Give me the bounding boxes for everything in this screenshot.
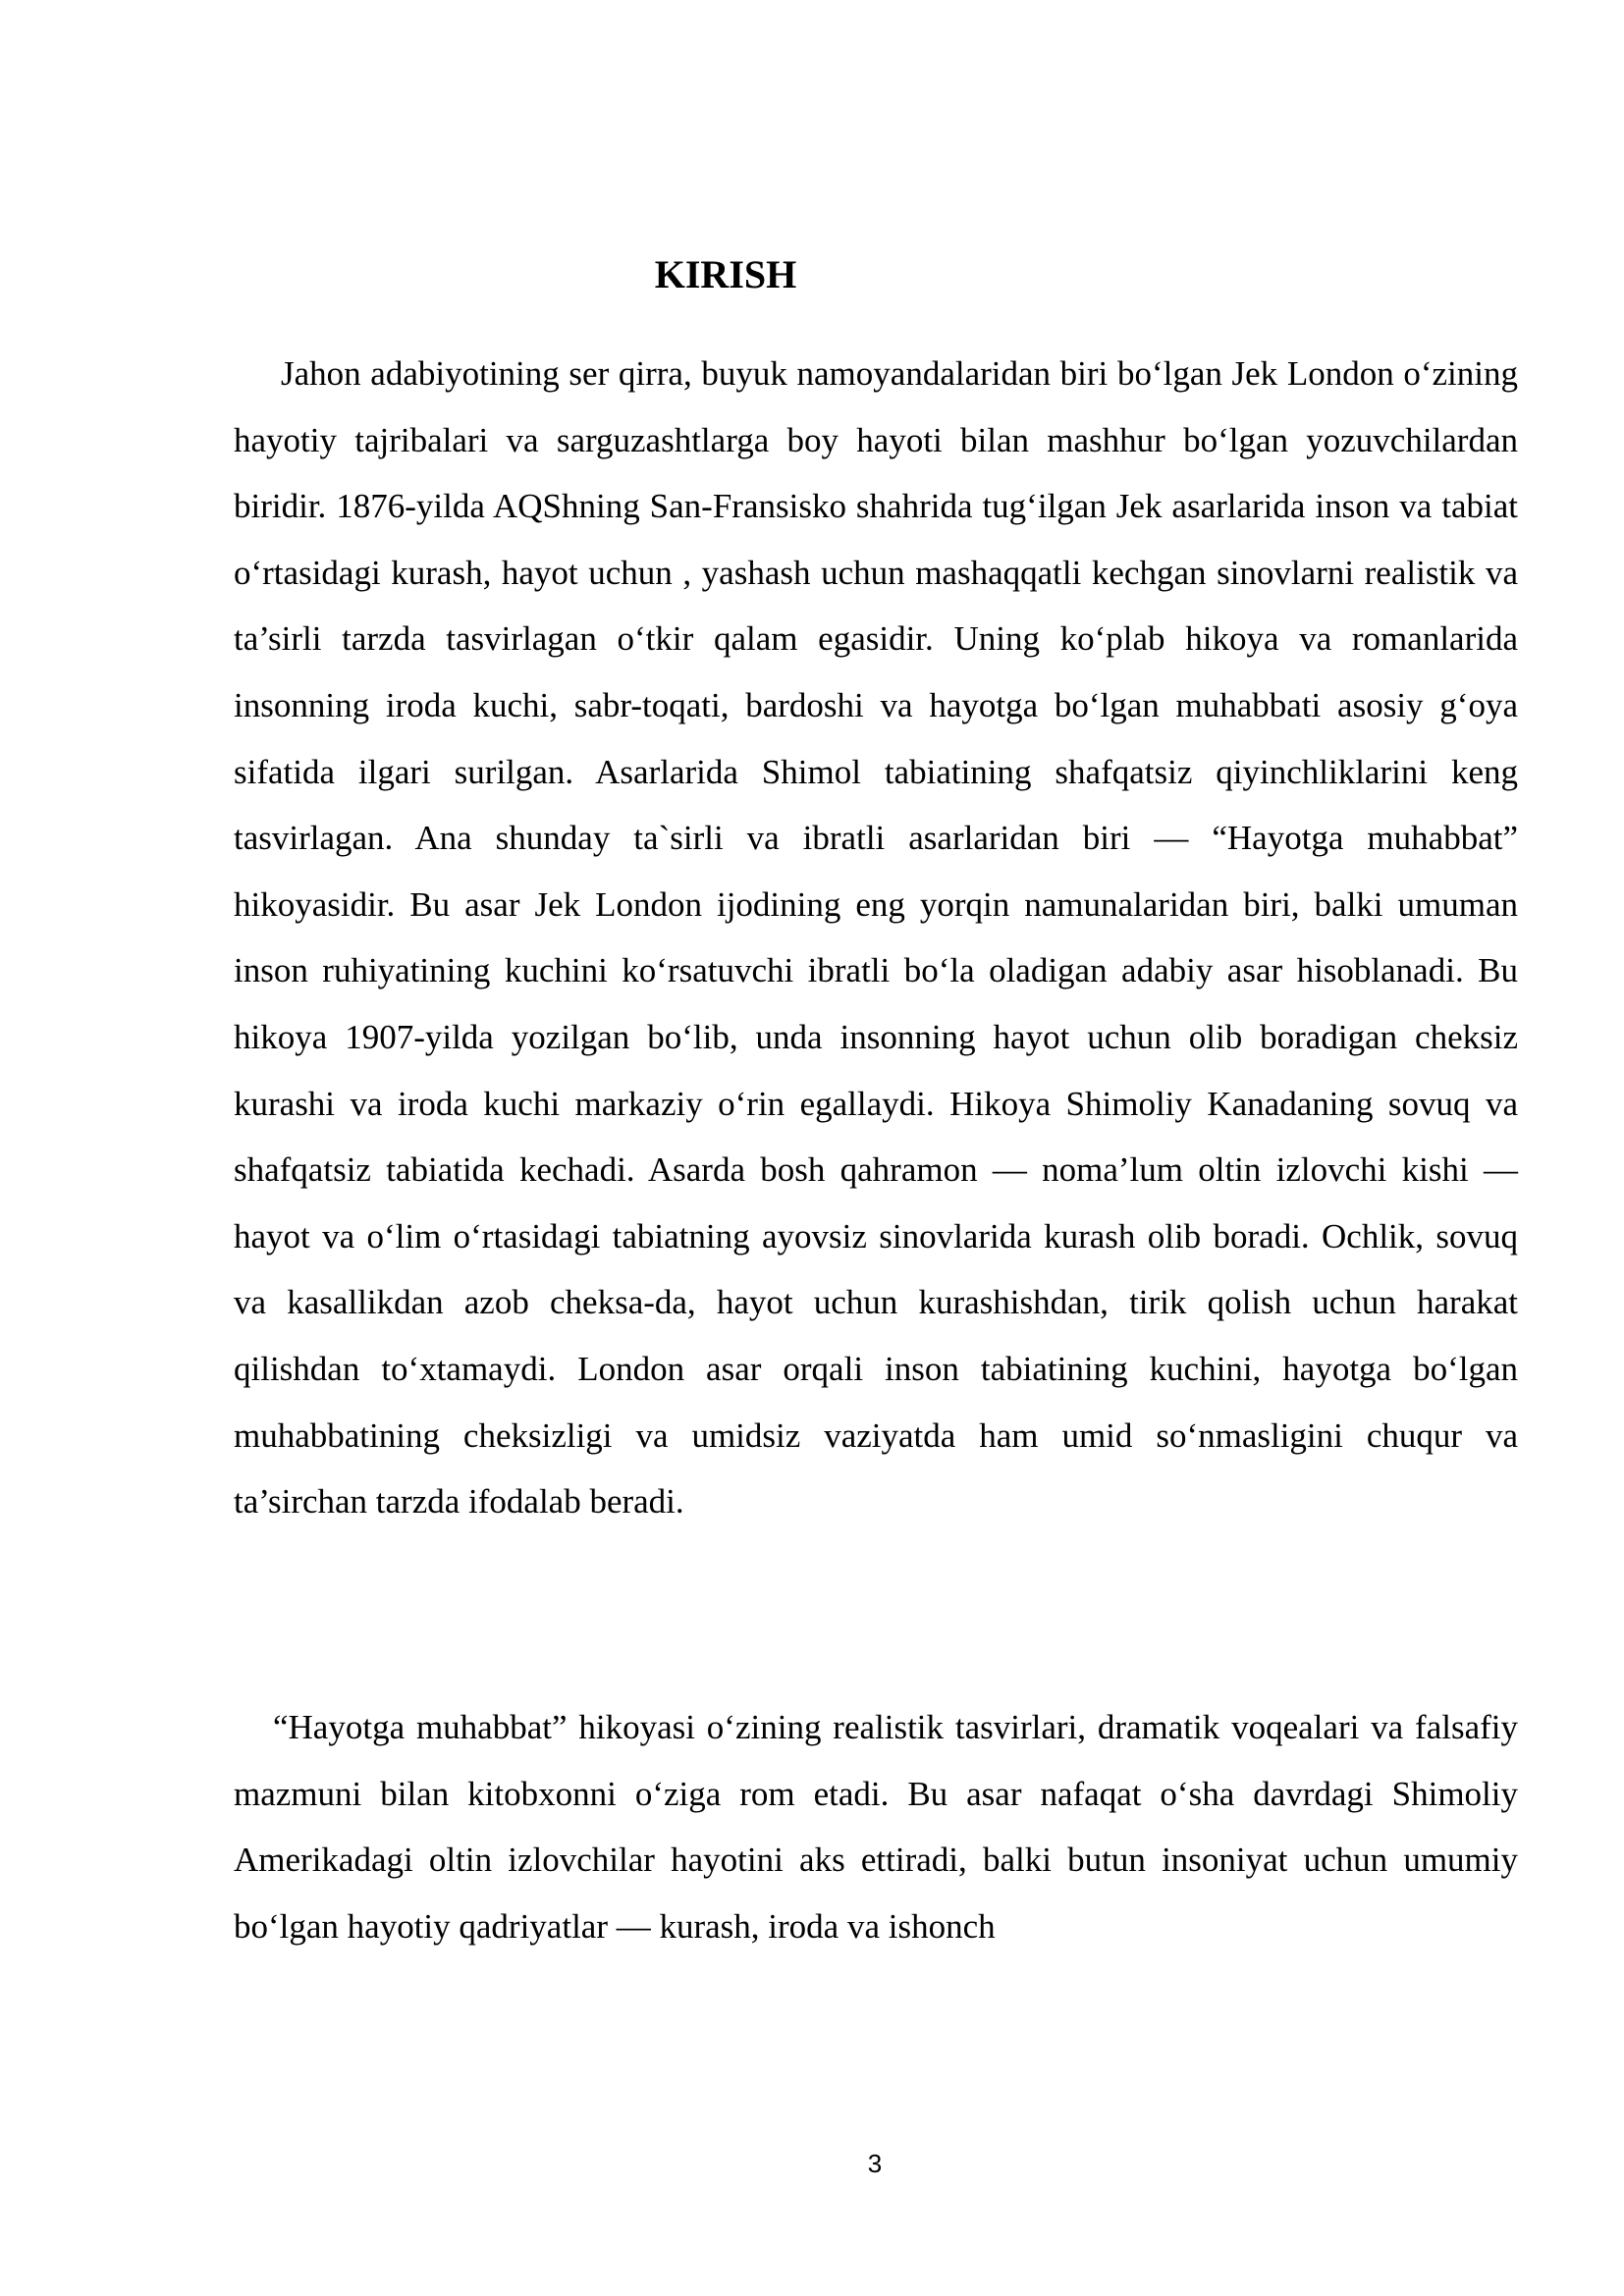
paragraph-2: “Hayotga muhabbat” hikoyasi o‘zining realistik tasvirlari, dramatik voqealari va falsafiy mazmuni bilan kitobxonni o‘ziga rom etadi. Bu asar nafaqat o‘sha davrdagi Shimoliy Amerikadagi oltin izlovchilar hayotini aks ettiradi, balki butun insoniyat uchun umumiy bo‘lgan hayotiy qadriyatlar — kurash, iroda va ishonch [234,1708,1518,1946]
section-title: KIRISH [654,252,797,296]
paragraph-1: Jahon adabiyotining ser qirra, buyuk namoyandalaridan biri bo‘lgan Jek London o‘zining hayotiy tajribalari va sarguzashtlarga boy hayoti bilan mashhur bo‘lgan yozuvchilardan biridir. 1876-yilda AQShning San-Fransisko shahrida tug‘ilgan Jek asarlarida inson va tabiat o‘rtasidagi kurash, hayot uchun , yashash uchun mashaqqatli kechgan sinovlarni realistik va ta’sirli tarzda tasvirlagan o‘tkir qalam egasidir. Uning ko‘plab hikoya va romanlarida insonning iroda kuchi, sabr-toqati, bardoshi va hayotga bo‘lgan muhabbati asosiy g‘oya sifatida ilgari surilgan. Asarlarida Shimol tabiatining shafqatsiz qiyinchliklarini keng tasvirlagan. Ana shunday ta`sirli va ibratli asarlaridan biri — “Hayotga muhabbat” hikoyasidir. Bu asar Jek London ijodining eng yorqin namunalaridan biri, balki umuman inson ruhiyatining kuchini ko‘rsatuvchi ibratli bo‘la oladigan adabiy asar hisoblanadi. Bu hikoya 1907-yilda yozilgan bo‘lib, unda insonning hayot uchun olib boradigan cheksiz kurashi va iroda kuchi markaziy o‘rin egallaydi. Hikoya Shimoliy Kanadaning sovuq va shafqatsiz tabiatida kechadi. Asarda bosh qahramon — noma’lum oltin izlovchi kishi — hayot va o‘lim o‘rtasidagi tabiatning ayovsiz sinovlarida kurash olib boradi. Ochlik, sovuq va kasallikdan azob cheksa-da, hayot uchun kurashishdan, tirik qolish uchun harakat qilishdan to‘xtamaydi. London asar orqali inson tabiatining kuchini, hayotga bo‘lgan muhabbatining cheksizligi va umidsiz vaziyatda ham umid so‘nmasligini chuqur va ta’sirchan tarzda ifodalab beradi. [234,354,1518,1522]
page-number: 3 [867,2149,883,2178]
